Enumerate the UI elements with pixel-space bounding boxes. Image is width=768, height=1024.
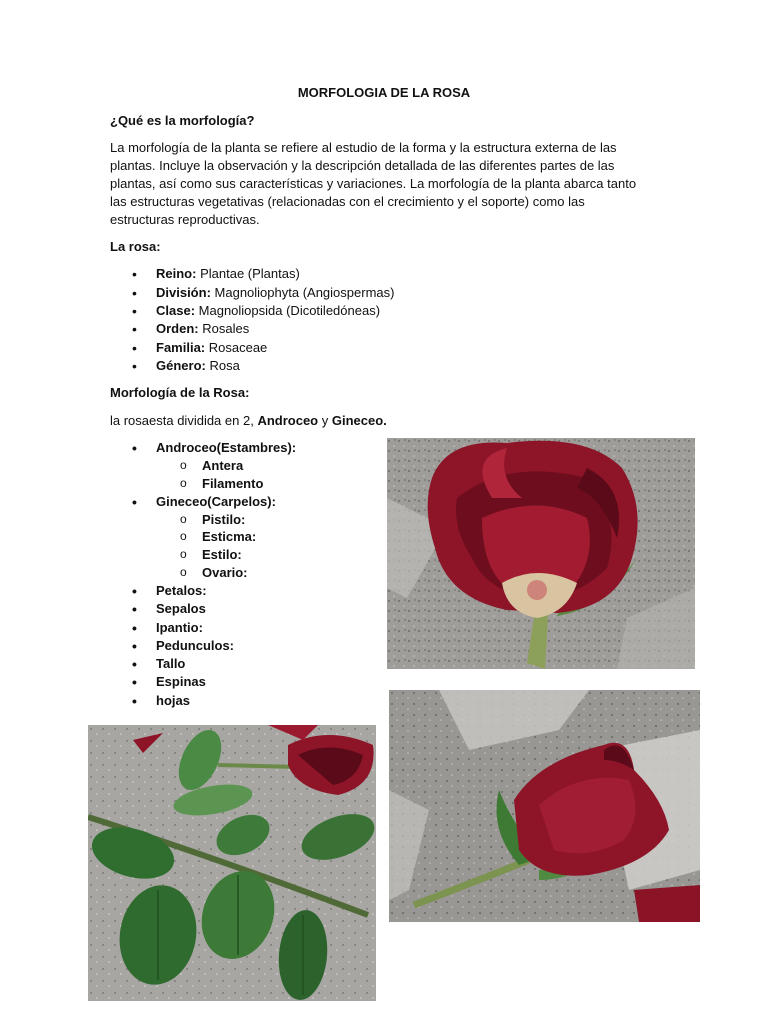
- list-item: • Ipantio:: [156, 619, 203, 637]
- list-item: • División: Magnoliophyta (Angiospermas): [156, 284, 394, 302]
- list-item: o Ovario:: [202, 564, 248, 582]
- list-item: • Orden: Rosales: [156, 320, 249, 338]
- list-item: • Petalos:: [156, 582, 207, 600]
- whole-rose-photo: [389, 690, 700, 922]
- list-item: • Espinas: [156, 673, 206, 691]
- list-item: • Género: Rosa: [156, 357, 240, 375]
- list-item: • Tallo: [156, 655, 185, 673]
- list-item: • Sepalos: [156, 600, 206, 618]
- list-item: o Pistilo:: [202, 511, 245, 529]
- list-item: o Antera: [202, 457, 243, 475]
- morphology-definition-paragraph: La morfología de la planta se refiere al estudio de la forma y la estructura externa de las plantas. Incluye la observación y la descripción detallada de las diferentes partes de las plantas, así como sus características y variaciones. La morfología de la planta abarca tanto las estructuras vegetativas (relacionadas con el crecimiento y el soporte) como las estructuras reproductivas.: [110, 140, 637, 227]
- list-item: • Gineceo(Carpelos):: [156, 493, 276, 511]
- list-item: • hojas: [156, 692, 190, 710]
- list-item: • Clase: Magnoliopsida (Dicotiledóneas): [156, 302, 380, 320]
- rose-leaves-stem-photo: [88, 725, 376, 1001]
- rose-cross-section-photo: [387, 438, 695, 669]
- heading-what-is-morphology: ¿Qué es la morfología?: [110, 113, 255, 128]
- list-item: • Reino: Plantae (Plantas): [156, 265, 300, 283]
- list-item: • Familia: Rosaceae: [156, 339, 267, 357]
- heading-la-rosa: La rosa:: [110, 239, 161, 254]
- list-item: • Pedunculos:: [156, 637, 234, 655]
- list-item: o Estilo:: [202, 546, 242, 564]
- list-item: o Esticma:: [202, 528, 256, 546]
- list-item: • Androceo(Estambres):: [156, 439, 296, 457]
- division-intro-line: la rosaesta dividida en 2, Androceo y Gineceo.: [110, 413, 387, 428]
- page-title: MORFOLOGIA DE LA ROSA: [297, 85, 471, 100]
- list-item: o Filamento: [202, 475, 263, 493]
- heading-morphology-of-rose: Morfología de la Rosa:: [110, 385, 250, 400]
